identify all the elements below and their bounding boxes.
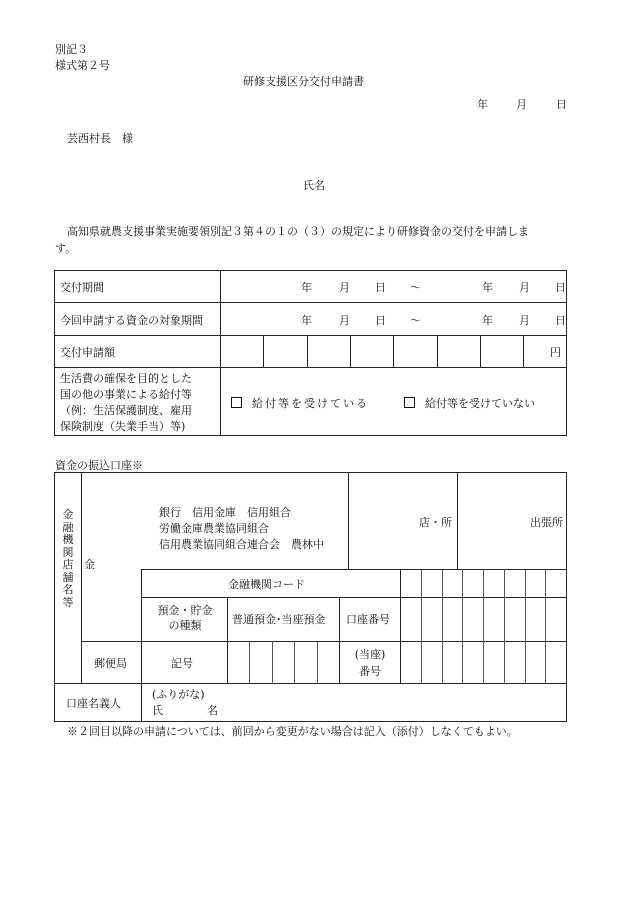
bank-section-title: 資金の振込口座※ — [55, 459, 143, 472]
option-not-receiving[interactable]: 給付等を受けていない — [404, 395, 535, 411]
date-day: 日 — [556, 98, 567, 111]
period-start-month: 月 — [339, 281, 350, 294]
target-period-label: 今回申請する資金の対象期間 — [60, 314, 203, 327]
post-office-label: 郵便局 — [94, 657, 127, 670]
period-end-month: 月 — [519, 281, 530, 294]
body-text-line1: 高知県就農支援事業実施要領別記３第４の１の（３）の規定により研修資金の交付を申請しま — [67, 225, 529, 238]
deposit-options: 普通預金･当座預金 — [232, 613, 326, 626]
addressee: 芸西村長 様 — [67, 132, 133, 145]
deposit-type-label: 預金・貯金 の種類 — [157, 604, 213, 632]
sub-branch-label: 出張所 — [530, 516, 563, 529]
period-start-day: 日 — [375, 281, 386, 294]
target-end-day: 日 — [555, 314, 566, 327]
delivery-period-label: 交付期間 — [60, 281, 104, 294]
page-title: 研修支援区分交付申請書 — [243, 75, 364, 88]
footnote: ※２回目以降の申請については、前回から変更がない場合は記入（添付）しなくてもよい。 — [67, 725, 518, 738]
target-end-month: 月 — [519, 314, 530, 327]
annex-label: 別記３ — [55, 43, 88, 56]
target-start-day: 日 — [375, 314, 386, 327]
period-end-year: 年 — [482, 281, 493, 294]
kin-label: 金 — [84, 558, 95, 571]
target-tilde: ～ — [410, 314, 421, 327]
period-tilde: ～ — [410, 281, 421, 294]
target-end-year: 年 — [482, 314, 493, 327]
bank-type-list: 銀行 信用金庫 信用組合 労働金庫農業協同組合 信用農業協同組合連合会 農林中 — [159, 506, 324, 551]
period-start-year: 年 — [301, 281, 312, 294]
holder-name-mei: 名 — [207, 704, 218, 717]
bank-code-label: 金融機関コード — [228, 578, 305, 591]
holder-name-shi: 氏 — [152, 704, 163, 717]
name-label: 氏名 — [303, 179, 325, 192]
account-number-label: 口座番号 — [346, 613, 390, 626]
date-month: 月 — [516, 98, 527, 111]
touza-number-label: (当座) 番号 — [354, 648, 386, 678]
checkbox-receiving[interactable] — [231, 397, 242, 408]
target-start-month: 月 — [339, 314, 350, 327]
checkbox-not-receiving[interactable] — [404, 397, 415, 408]
account-holder-label: 口座名義人 — [66, 697, 121, 710]
vertical-bank-label: 金 融 機 関 店 舗 名 等 — [62, 508, 74, 609]
option-receiving[interactable]: 給付等を受けている — [231, 395, 369, 411]
body-text-line2: す。 — [55, 242, 77, 255]
benefit-label: 生活費の確保を目的とした 国の他の事業による給付等 （例：生活保護制度、雇用 保険制度（失業手当）等) — [60, 372, 192, 433]
date-year: 年 — [477, 98, 488, 111]
branch-label: 店・所 — [419, 516, 452, 529]
furigana-label: (ふりがな) — [152, 688, 205, 701]
amount-label: 交付申請額 — [60, 346, 115, 359]
period-end-day: 日 — [555, 281, 566, 294]
form-number: 様式第２号 — [55, 59, 110, 72]
target-start-year: 年 — [301, 314, 312, 327]
yen-unit: 円 — [550, 346, 561, 359]
symbol-label: 記号 — [171, 657, 193, 670]
